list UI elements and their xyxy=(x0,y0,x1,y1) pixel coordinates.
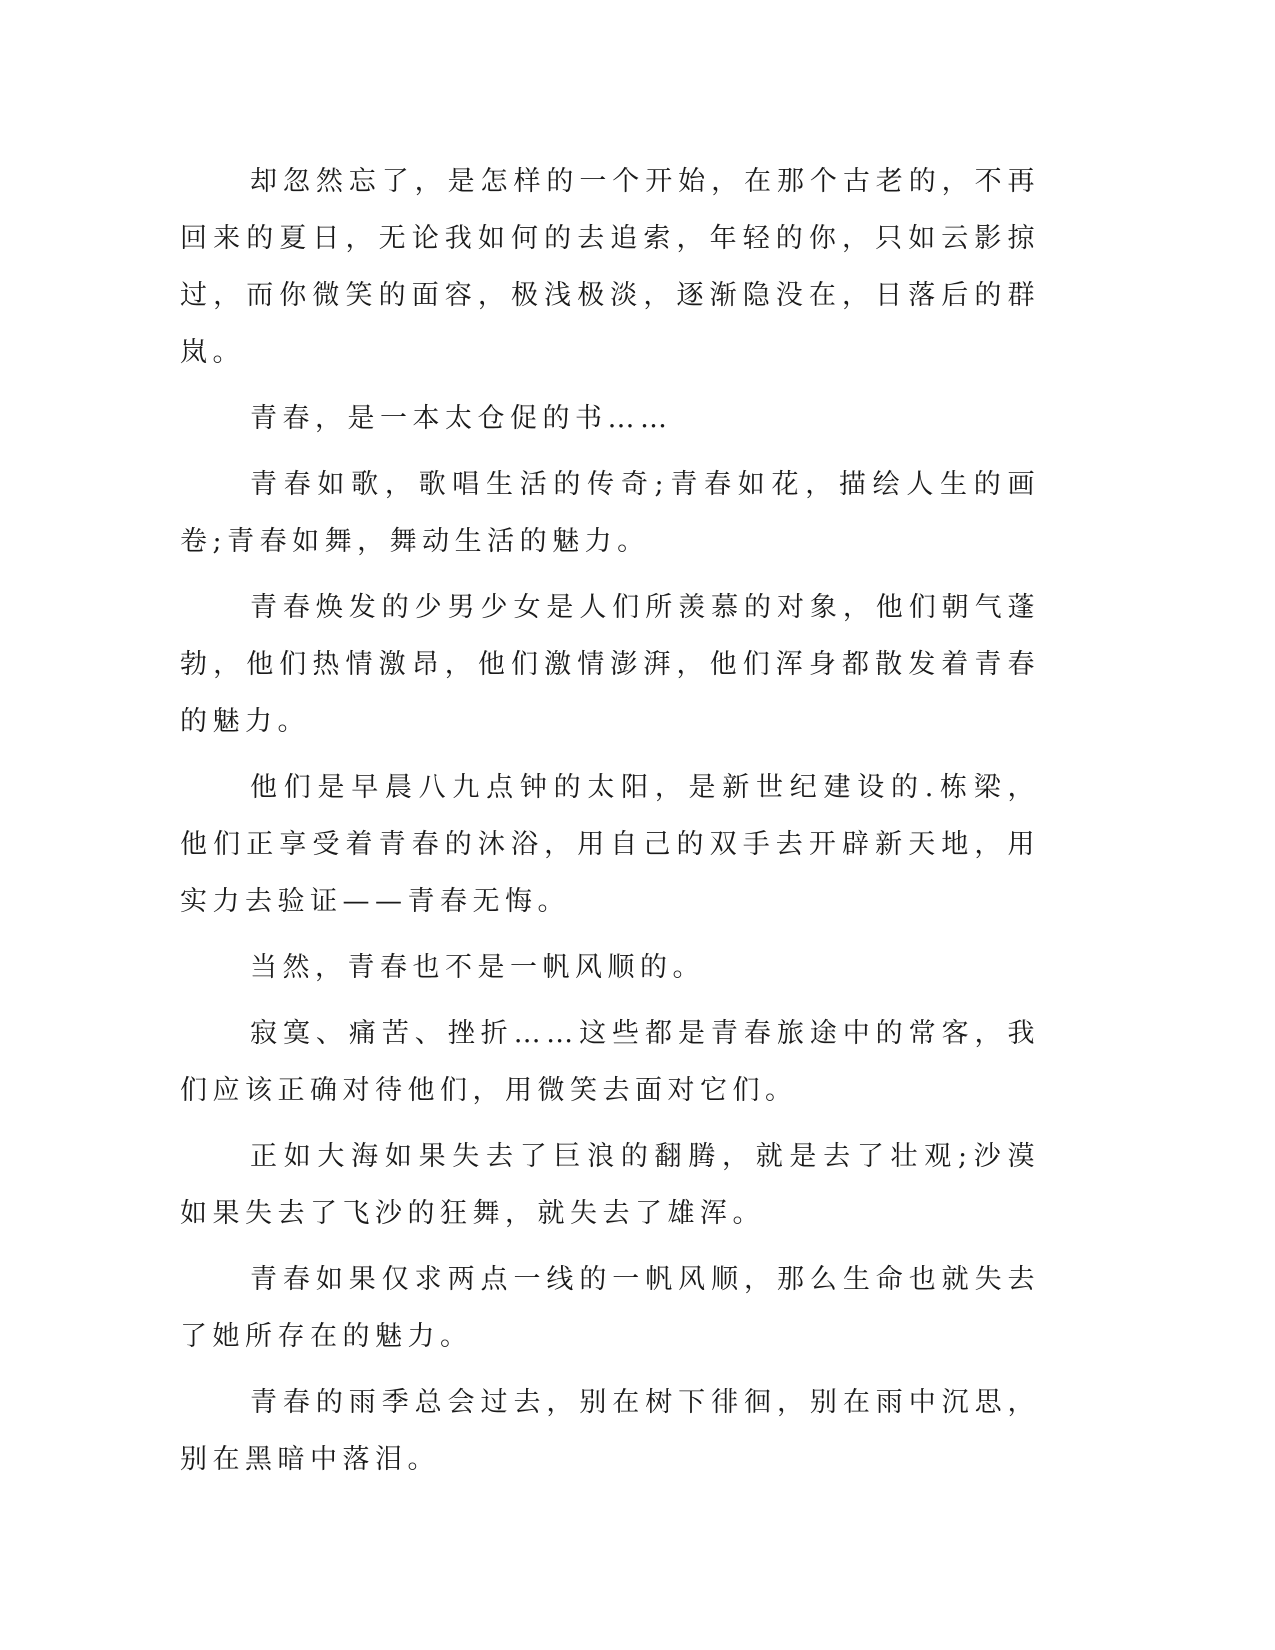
paragraph-7: 寂寞、痛苦、挫折……这些都是青春旅途中的常客，我们应该正确对待他们，用微笑去面对它们。 xyxy=(180,1018,1040,1106)
paragraph-9: 青春如果仅求两点一线的一帆风顺，那么生命也就失去了她所存在的魅力。 xyxy=(180,1264,1040,1352)
paragraph-1: 却忽然忘了，是怎样的一个开始，在那个古老的，不再回来的夏日，无论我如何的去追索，年轻的你，只如云影掠过，而你微笑的面容，极浅极淡，逐渐隐没在，日落后的群岚。 xyxy=(180,166,1040,368)
paragraph-2: 青春，是一本太仓促的书…… xyxy=(250,403,673,434)
paragraph-3: 青春如歌，歌唱生活的传奇;青春如花，描绘人生的画卷;青春如舞，舞动生活的魅力。 xyxy=(180,469,1040,557)
paragraph-5: 他们是早晨八九点钟的太阳，是新世纪建设的.栋梁，他们正享受着青春的沐浴，用自己的双手去开辟新天地，用实力去验证——青春无悔。 xyxy=(180,772,1040,917)
paragraph-10: 青春的雨季总会过去，别在树下徘徊，别在雨中沉思，别在黑暗中落泪。 xyxy=(180,1387,1040,1475)
paragraph-4: 青春焕发的少男少女是人们所羡慕的对象，他们朝气蓬勃，他们热情激昂，他们激情澎湃，他们浑身都散发着青春的魅力。 xyxy=(180,592,1040,737)
document-body xyxy=(180,153,1040,1497)
paragraph-8: 正如大海如果失去了巨浪的翻腾，就是去了壮观;沙漠如果失去了飞沙的狂舞，就失去了雄浑。 xyxy=(180,1141,1040,1229)
paragraph-6: 当然，青春也不是一帆风顺的。 xyxy=(250,952,705,983)
